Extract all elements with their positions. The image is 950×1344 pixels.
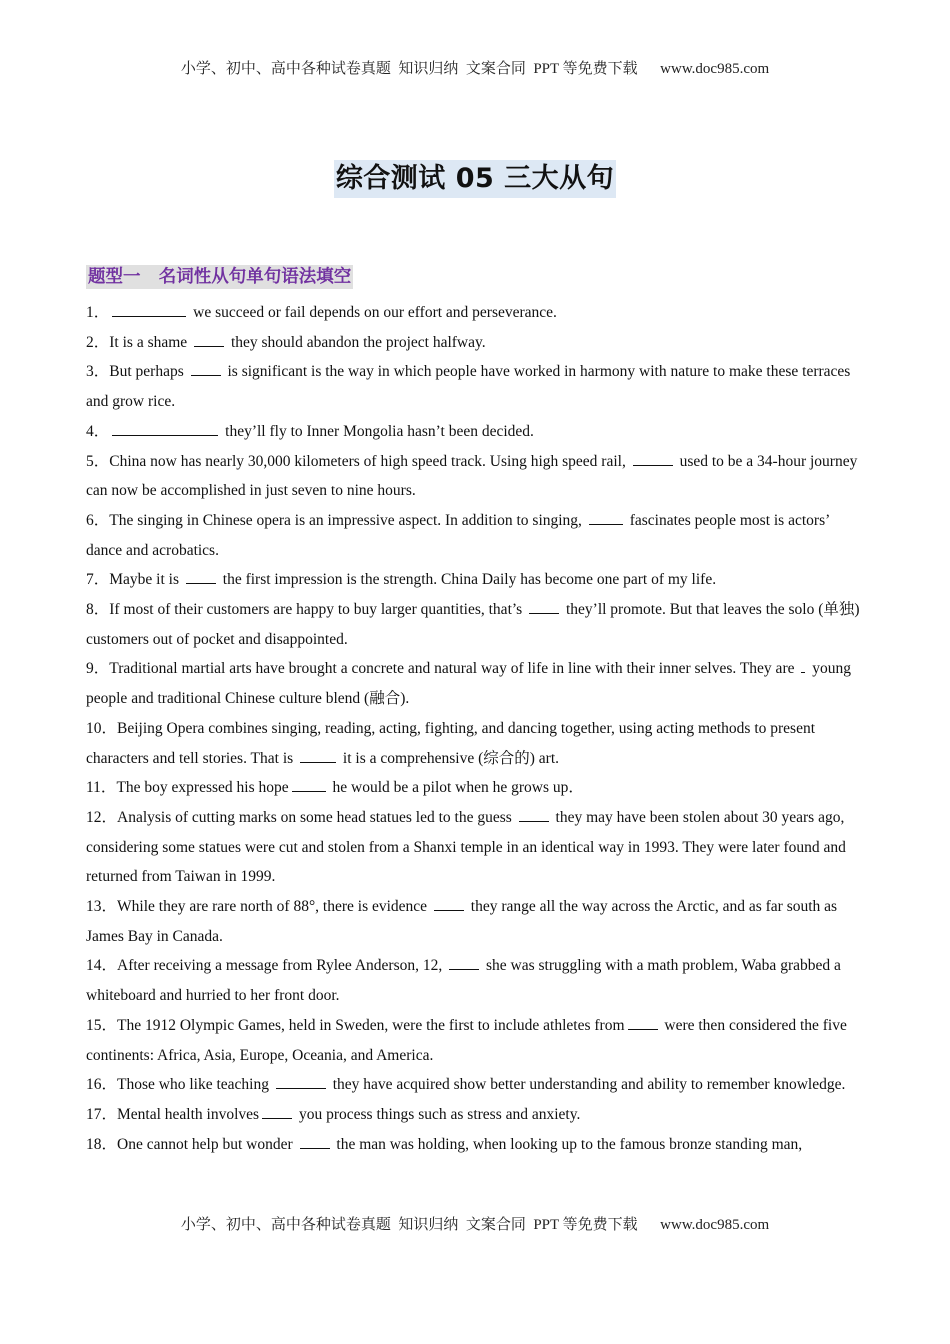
answer-blank[interactable]: [276, 1074, 326, 1089]
question-text-after: fascinates people most is actors’ dance and acrobatics.: [86, 511, 830, 559]
question-text-before: Maybe it is: [109, 571, 183, 589]
question-text-after: young people and traditional Chinese culture blend (融合).: [86, 660, 851, 708]
question-item: [86, 595, 861, 654]
answer-blank[interactable]: [262, 1104, 292, 1119]
question-text-before: Analysis of cutting marks on some head statues led to the guess: [117, 808, 516, 826]
question-text-before: One cannot help but wonder: [117, 1135, 297, 1153]
question-number: 18．: [86, 1135, 118, 1153]
question-text-after: they’ll promote. But that leaves the solo (单独) customers out of pocket and disappointed.: [86, 601, 860, 648]
page-header-banner: 小学、初中、高中各种试卷真题 知识归纳 文案合同 PPT 等免费下载 www.doc985.com: [180, 61, 770, 77]
question-item: [86, 506, 861, 565]
question-number: 17．: [86, 1105, 118, 1123]
question-text-before: Traditional martial arts have brought a concrete and natural way of life in line with their inner selves. They are: [109, 660, 799, 678]
answer-blank[interactable]: [300, 1134, 330, 1149]
question-text-before: The boy expressed his hope: [116, 779, 289, 797]
question-number: 15．: [86, 1016, 118, 1034]
question-text-before: While they are rare north of 88°, there is evidence: [117, 898, 431, 916]
answer-blank[interactable]: [194, 332, 224, 347]
question-item: [86, 951, 861, 1010]
question-text-before: But perhaps: [109, 363, 188, 381]
answer-blank[interactable]: [519, 807, 549, 822]
question-item: [86, 298, 861, 328]
question-item: [86, 565, 861, 595]
question-text-after: used to be a 34-hour journey can now be accomplished in just seven to nine hours.: [86, 452, 858, 500]
question-text-after: is significant is the way in which people have worked in harmony with nature to make these terraces and grow rice.: [86, 363, 851, 411]
answer-blank[interactable]: [633, 451, 673, 466]
question-item: [86, 1130, 861, 1160]
answer-blank[interactable]: [112, 302, 186, 317]
question-text-before: Beijing Opera combines singing, reading, acting, fighting, and dancing together, using acting methods to present characters and tell stories. That is: [86, 719, 816, 767]
question-number: 4．: [86, 422, 110, 440]
question-item: [86, 1100, 861, 1130]
question-number: 5．: [86, 452, 110, 470]
question-number: 8．: [86, 601, 110, 619]
question-number: 10．: [86, 719, 118, 737]
question-item: [86, 892, 861, 951]
question-text-after: they range all the way across the Arctic, and as far south as James Bay in Canada.: [86, 898, 838, 945]
question-item: [86, 714, 861, 773]
question-item: [86, 803, 861, 892]
question-item: [86, 773, 861, 803]
question-text-before: The 1912 Olympic Games, held in Sweden, were the first to include athletes from: [117, 1016, 625, 1034]
page-footer-banner: 小学、初中、高中各种试卷真题 知识归纳 文案合同 PPT 等免费下载 www.doc985.com: [180, 1217, 770, 1233]
question-text-after: the man was holding, when looking up to the famous bronze standing man,: [332, 1135, 803, 1153]
answer-blank[interactable]: [191, 361, 221, 376]
question-number: 12．: [86, 808, 118, 826]
question-number: 11．: [86, 779, 117, 797]
answer-blank[interactable]: [186, 569, 216, 584]
question-number: 6．: [86, 511, 110, 529]
answer-blank[interactable]: [449, 955, 479, 970]
question-text-before: It is a shame: [109, 333, 192, 351]
question-text-before: If most of their customers are happy to buy larger quantities, that’s: [109, 601, 527, 619]
question-number: 1．: [86, 304, 110, 321]
question-item: [86, 328, 861, 358]
question-item: [86, 1011, 861, 1070]
question-text-after: they may have been stolen about 30 years ago, considering some statues were cut and stolen from a Shanxi temple in an identical way in 1993. They were later found and returned from Taiwan in 1999.: [86, 808, 846, 886]
question-item: [86, 447, 861, 506]
answer-blank[interactable]: [300, 748, 336, 763]
question-text-after: he would be a pilot when he grows up．: [328, 779, 584, 797]
question-item: [86, 654, 861, 713]
question-text-after: we succeed or fail depends on our effort and perseverance.: [189, 304, 557, 321]
question-text-after: the first impression is the strength. China Daily has become one part of my life.: [218, 571, 717, 589]
document-title: 综合测试 05 三大从句: [334, 160, 616, 198]
question-number: 7．: [86, 571, 110, 589]
title-container: [0, 160, 950, 198]
answer-blank[interactable]: [628, 1015, 658, 1030]
question-text-before: After receiving a message from Rylee Anderson, 12,: [117, 957, 447, 975]
question-list: [86, 298, 861, 1159]
question-text-before: Mental health involves: [117, 1105, 260, 1123]
question-text-before: China now has nearly 30,000 kilometers of high speed track. Using high speed rail,: [109, 452, 630, 470]
question-text-after: they should abandon the project halfway.: [227, 333, 486, 351]
question-item: [86, 417, 861, 447]
question-number: 14．: [86, 957, 118, 975]
question-text-after: they have acquired show better understanding and ability to remember knowledge.: [328, 1076, 846, 1094]
answer-blank[interactable]: [112, 421, 218, 436]
answer-blank[interactable]: [529, 599, 559, 614]
question-number: 9．: [86, 660, 110, 678]
question-item: [86, 1070, 861, 1100]
answer-blank[interactable]: [801, 658, 805, 673]
question-item: [86, 357, 861, 416]
answer-blank[interactable]: [434, 896, 464, 911]
question-text-before: Those who like teaching: [117, 1076, 273, 1094]
answer-blank[interactable]: [292, 777, 326, 792]
question-text-after: you process things such as stress and anxiety.: [295, 1105, 581, 1123]
question-number: 3．: [86, 363, 110, 381]
question-text-after: were then considered the five continents: Africa, Asia, Europe, Oceania, and America.: [86, 1016, 847, 1064]
question-number: 13．: [86, 898, 118, 916]
question-number: 2．: [86, 333, 110, 351]
section-heading: 题型一 名词性从句单句语法填空: [88, 267, 352, 287]
question-number: 16．: [86, 1076, 118, 1094]
question-text-after: they’ll fly to Inner Mongolia hasn’t been decided.: [221, 422, 534, 440]
answer-blank[interactable]: [589, 510, 623, 525]
question-text-before: The singing in Chinese opera is an impressive aspect. In addition to singing,: [109, 511, 586, 529]
question-text-after: she was struggling with a math problem, Waba grabbed a whiteboard and hurried to her front door.: [86, 957, 841, 1005]
question-text-after: it is a comprehensive (综合的) art.: [339, 749, 559, 767]
